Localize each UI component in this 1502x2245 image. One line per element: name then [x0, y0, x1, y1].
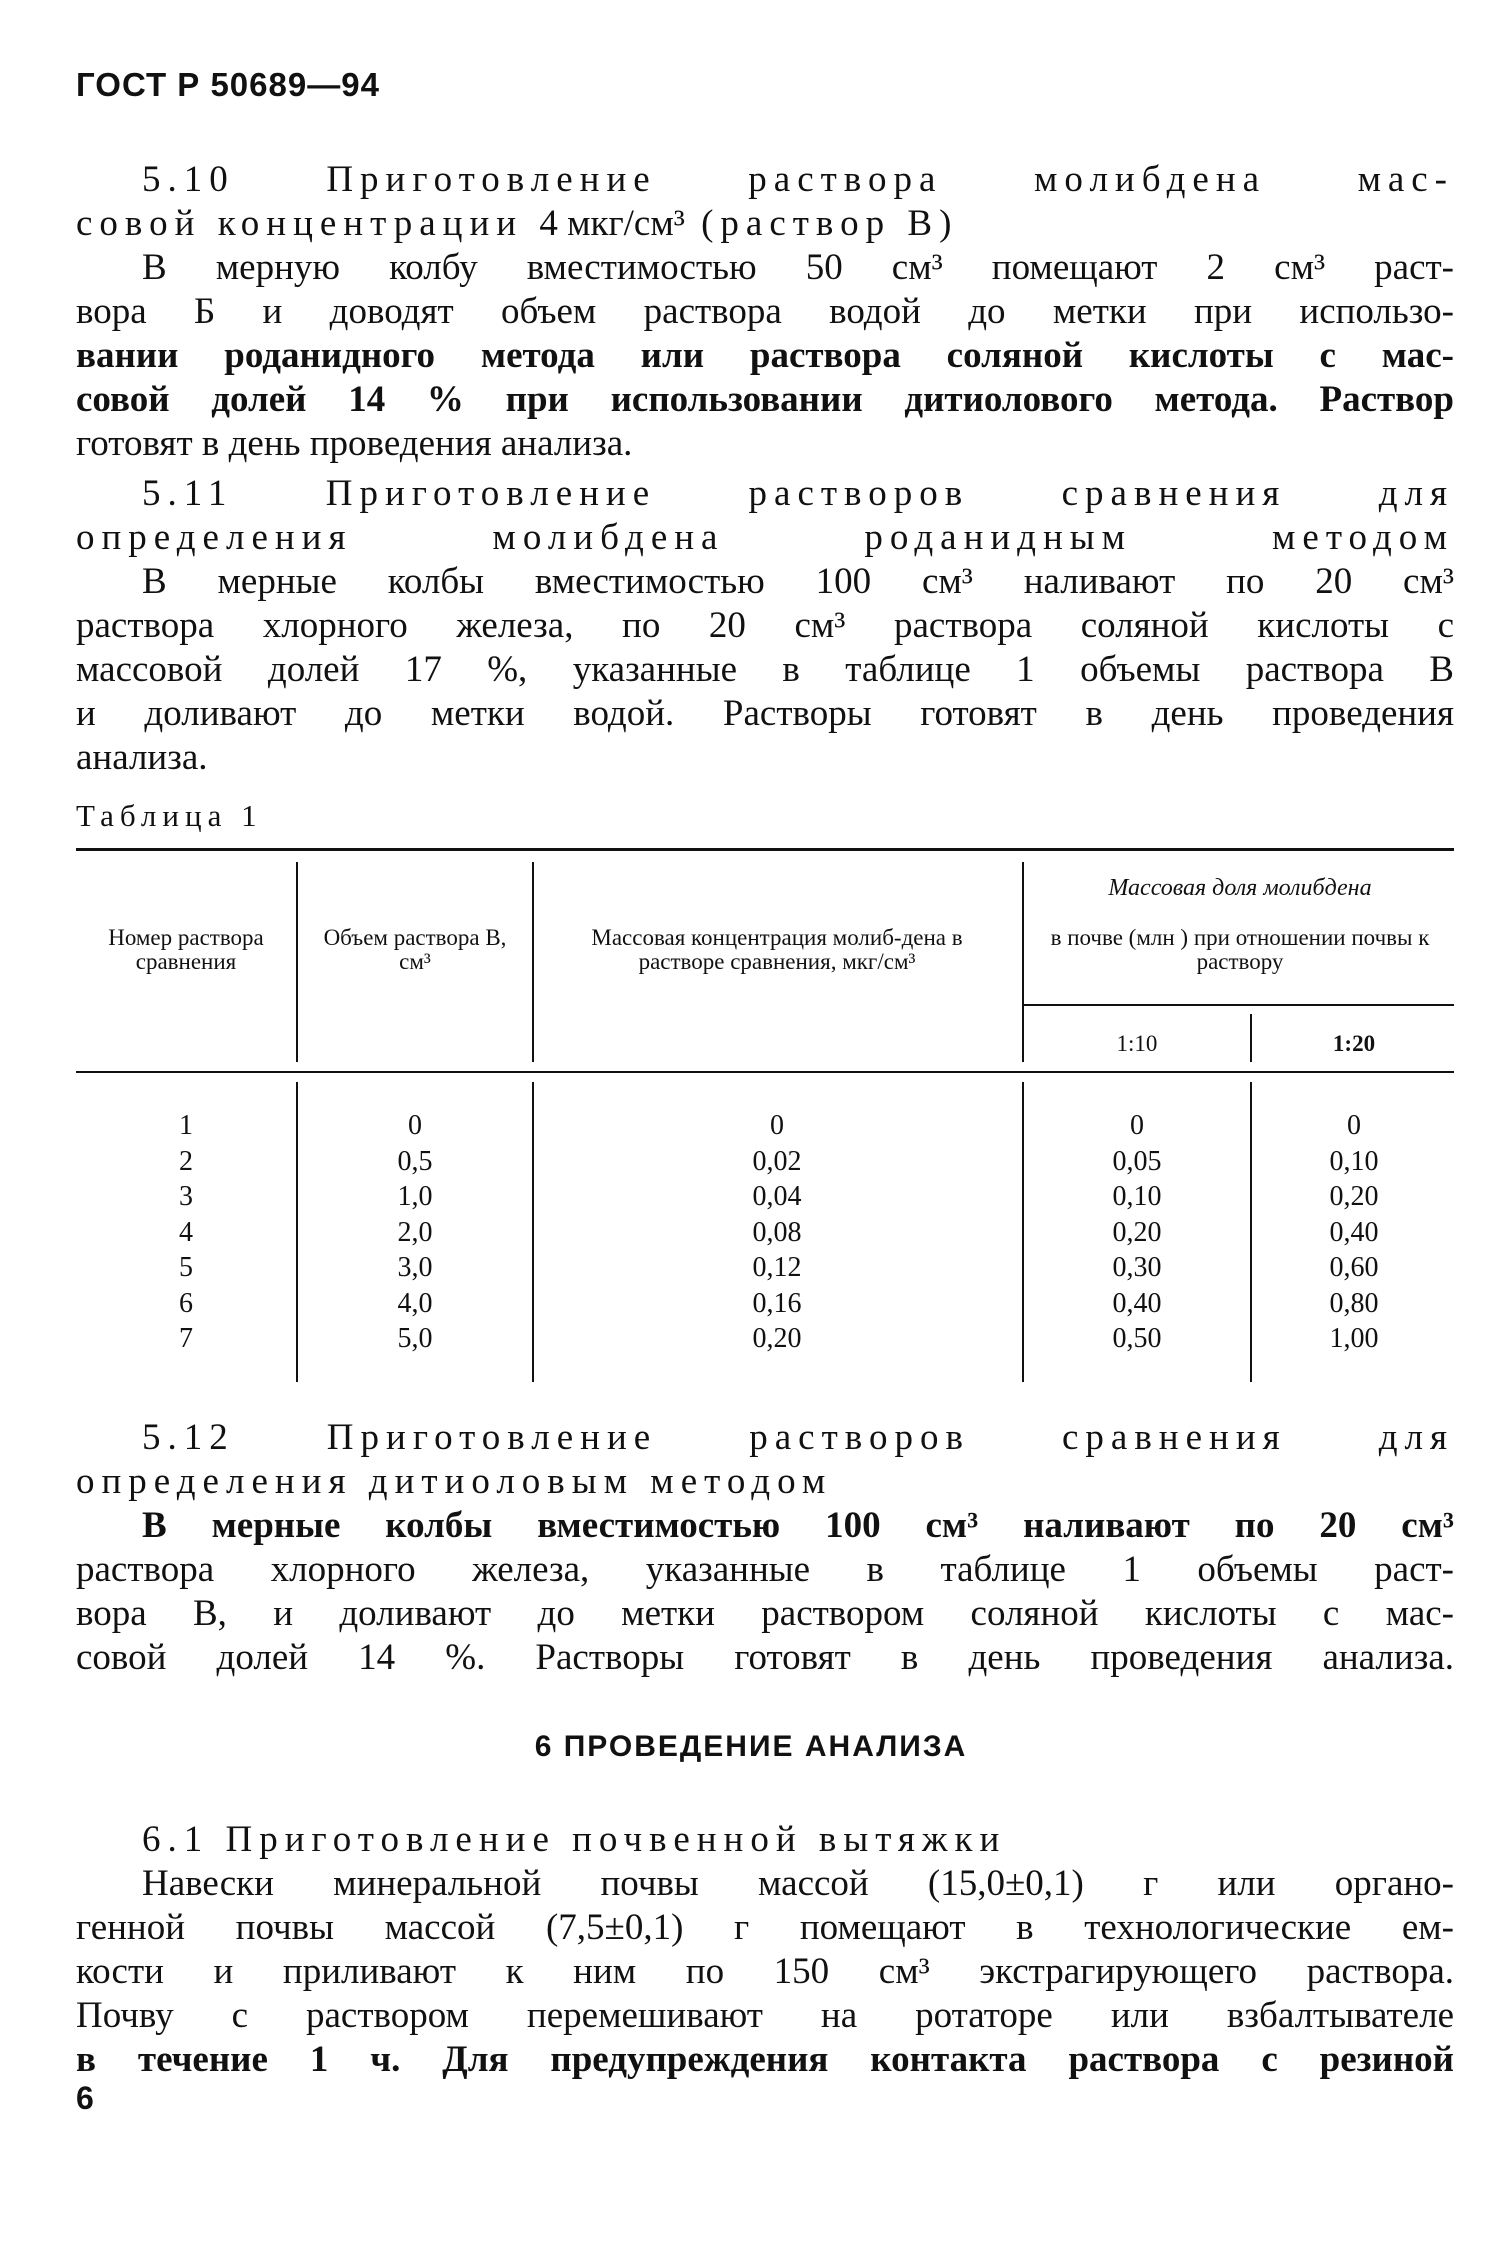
table-cell: 0,16	[752, 1287, 802, 1319]
table-cell: 5,0	[397, 1323, 433, 1354]
section-heading: совой концентрации 4 мкг/см³ (раствор В)	[76, 203, 959, 244]
table-column-rule	[1022, 1082, 1024, 1382]
section-5-12	[76, 1416, 1454, 1680]
paragraph-line: готовят в день проведения анализа.	[76, 423, 633, 464]
table-header-rule	[76, 1071, 1454, 1073]
table-cell: 3,0	[397, 1252, 433, 1283]
paragraph-line: совой долей 14 %. Растворы готовят в день проведения анализа.	[76, 1637, 1454, 1678]
column-header-ratio-1-10: 1:10	[1116, 1031, 1158, 1056]
column-header-volume: Объем раствора В, см³	[323, 925, 507, 974]
table-cell: 2	[179, 1145, 193, 1177]
section-6-1	[76, 1818, 1454, 2082]
paragraph-line: Почву с раствором перемешивают на ротаторе или взбалтывателе	[76, 1995, 1454, 2036]
column-group-header: Массовая доля молибдена	[1108, 875, 1372, 901]
table-cell: 0,20	[1329, 1181, 1379, 1212]
table-cell: 0,10	[1112, 1181, 1162, 1212]
paragraph-line: совой долей 14 % при использовании дитиолового метода. Раствор	[76, 379, 1454, 420]
table-cell: 0,60	[1329, 1252, 1379, 1283]
column-header-concentration: Массовая концентрация молиб-дена в растворе сравнения, мкг/см³	[591, 925, 963, 974]
section-6-title: 6 ПРОВЕДЕНИЕ АНАЛИЗА	[534, 1730, 968, 1763]
paragraph-line: В мерные колбы вместимостью 100 см³ наливают по 20 см³	[142, 1505, 1454, 1546]
section-heading: 5.11 Приготовление растворов сравнения для	[142, 473, 1454, 514]
section-5-11	[76, 472, 1454, 780]
table-cell: 4	[179, 1216, 193, 1248]
paragraph-line: раствора хлорного железа, указанные в таблице 1 объемы раст-	[76, 1549, 1454, 1590]
table-cell: 3	[179, 1181, 193, 1212]
table-column-ratio-1-10	[1026, 1108, 1248, 1357]
table-subheader-rule	[1022, 1004, 1454, 1006]
table-cell: 0,05	[1112, 1145, 1162, 1177]
table-cell: 4,0	[397, 1287, 433, 1319]
table-cell: 0,12	[752, 1252, 802, 1283]
table-cell: 0,20	[1112, 1216, 1162, 1248]
column-header-ratio-1-20: 1:20	[1332, 1031, 1376, 1056]
table-cell: 0,80	[1329, 1287, 1379, 1319]
section-heading: определения дитиоловым методом	[76, 1461, 833, 1502]
table-column-rule	[532, 1082, 534, 1382]
table-cell: 1	[179, 1110, 193, 1141]
paragraph-line: вора В, и доливают до метки раствором соляной кислоты с мас-	[76, 1593, 1454, 1634]
section-heading: 6.1 Приготовление почвенной вытяжки	[142, 1819, 1007, 1860]
paragraph-line: раствора хлорного железа, по 20 см³ раствора соляной кислоты с	[76, 605, 1454, 646]
section-heading: 5.10 Приготовление раствора молибдена мас-	[142, 159, 1454, 200]
table-cell: 0,10	[1329, 1145, 1379, 1177]
table-caption: Таблица 1	[76, 798, 263, 833]
table-column-rule	[296, 1082, 298, 1382]
table-column-rule	[1250, 1082, 1252, 1382]
section-heading: определения молибдена роданидным методом	[76, 517, 1454, 558]
paragraph-line: генной почвы массой (7,5±0,1) г помещают в технологические ем-	[76, 1907, 1454, 1948]
document-header: ГОСТ Р 50689—94	[76, 66, 380, 103]
paragraph-line: Навески минеральной почвы массой (15,0±0,1) г или органо-	[142, 1863, 1454, 1904]
table-cell: 5	[179, 1252, 193, 1283]
table-cell: 0,50	[1112, 1323, 1162, 1354]
table-column-rule	[1022, 862, 1024, 1062]
paragraph-line: В мерную колбу вместимостью 50 см³ помещают 2 см³ раст-	[142, 247, 1454, 288]
table-cell: 0,04	[752, 1181, 802, 1212]
paragraph-line: вора Б и доводят объем раствора водой до метки при использо-	[76, 291, 1454, 332]
paragraph-line: анализа.	[76, 737, 208, 778]
section-heading: 5.12 Приготовление растворов сравнения для	[142, 1417, 1454, 1458]
table-column-number	[80, 1108, 292, 1357]
paragraph-line: В мерные колбы вместимостью 100 см³ наливают по 20 см³	[142, 561, 1454, 602]
page-number: 6	[76, 2080, 94, 2116]
table-cell: 1,00	[1329, 1323, 1379, 1354]
table-cell: 0	[1347, 1110, 1361, 1141]
column-group-subheader: в почве (млн ) при отношении почвы к раствору	[1050, 925, 1430, 974]
table-cell: 0,40	[1112, 1287, 1162, 1319]
table-cell: 0,5	[397, 1145, 433, 1177]
table-cell: 6	[179, 1287, 193, 1319]
table-cell: 0	[770, 1110, 784, 1141]
table-cell: 2,0	[397, 1216, 433, 1248]
table-column-rule	[532, 862, 534, 1062]
table-cell: 0,40	[1329, 1216, 1379, 1248]
paragraph-line: в течение 1 ч. Для предупреждения контакта раствора с резиной	[76, 2039, 1454, 2080]
table-column-rule	[1250, 1014, 1252, 1062]
paragraph-line: и доливают до метки водой. Растворы готовят в день проведения	[76, 693, 1454, 734]
table-column-ratio-1-20	[1254, 1108, 1454, 1357]
column-header-number: Номер раствора сравнения	[108, 925, 264, 974]
table-cell: 0,08	[752, 1216, 802, 1248]
table-cell: 0,02	[752, 1145, 802, 1177]
paragraph-line: массовой долей 17 %, указанные в таблице 1 объемы раствора В	[76, 649, 1454, 690]
table-cell: 0	[408, 1110, 422, 1141]
table-cell: 7	[179, 1323, 193, 1354]
table-column-concentration	[546, 1108, 1008, 1357]
table-column-volume	[310, 1108, 520, 1357]
table-cell: 1,0	[397, 1181, 433, 1212]
paragraph-line: вании роданидного метода или раствора соляной кислоты с мас-	[76, 335, 1454, 376]
table-column-rule	[296, 862, 298, 1062]
table-cell: 0	[1130, 1110, 1144, 1141]
section-5-10	[76, 158, 1454, 466]
paragraph-line: кости и приливают к ним по 150 см³ экстрагирующего раствора.	[76, 1951, 1454, 1992]
table-top-rule	[76, 848, 1454, 851]
table-cell: 0,30	[1112, 1252, 1162, 1283]
table-cell: 0,20	[752, 1323, 802, 1354]
